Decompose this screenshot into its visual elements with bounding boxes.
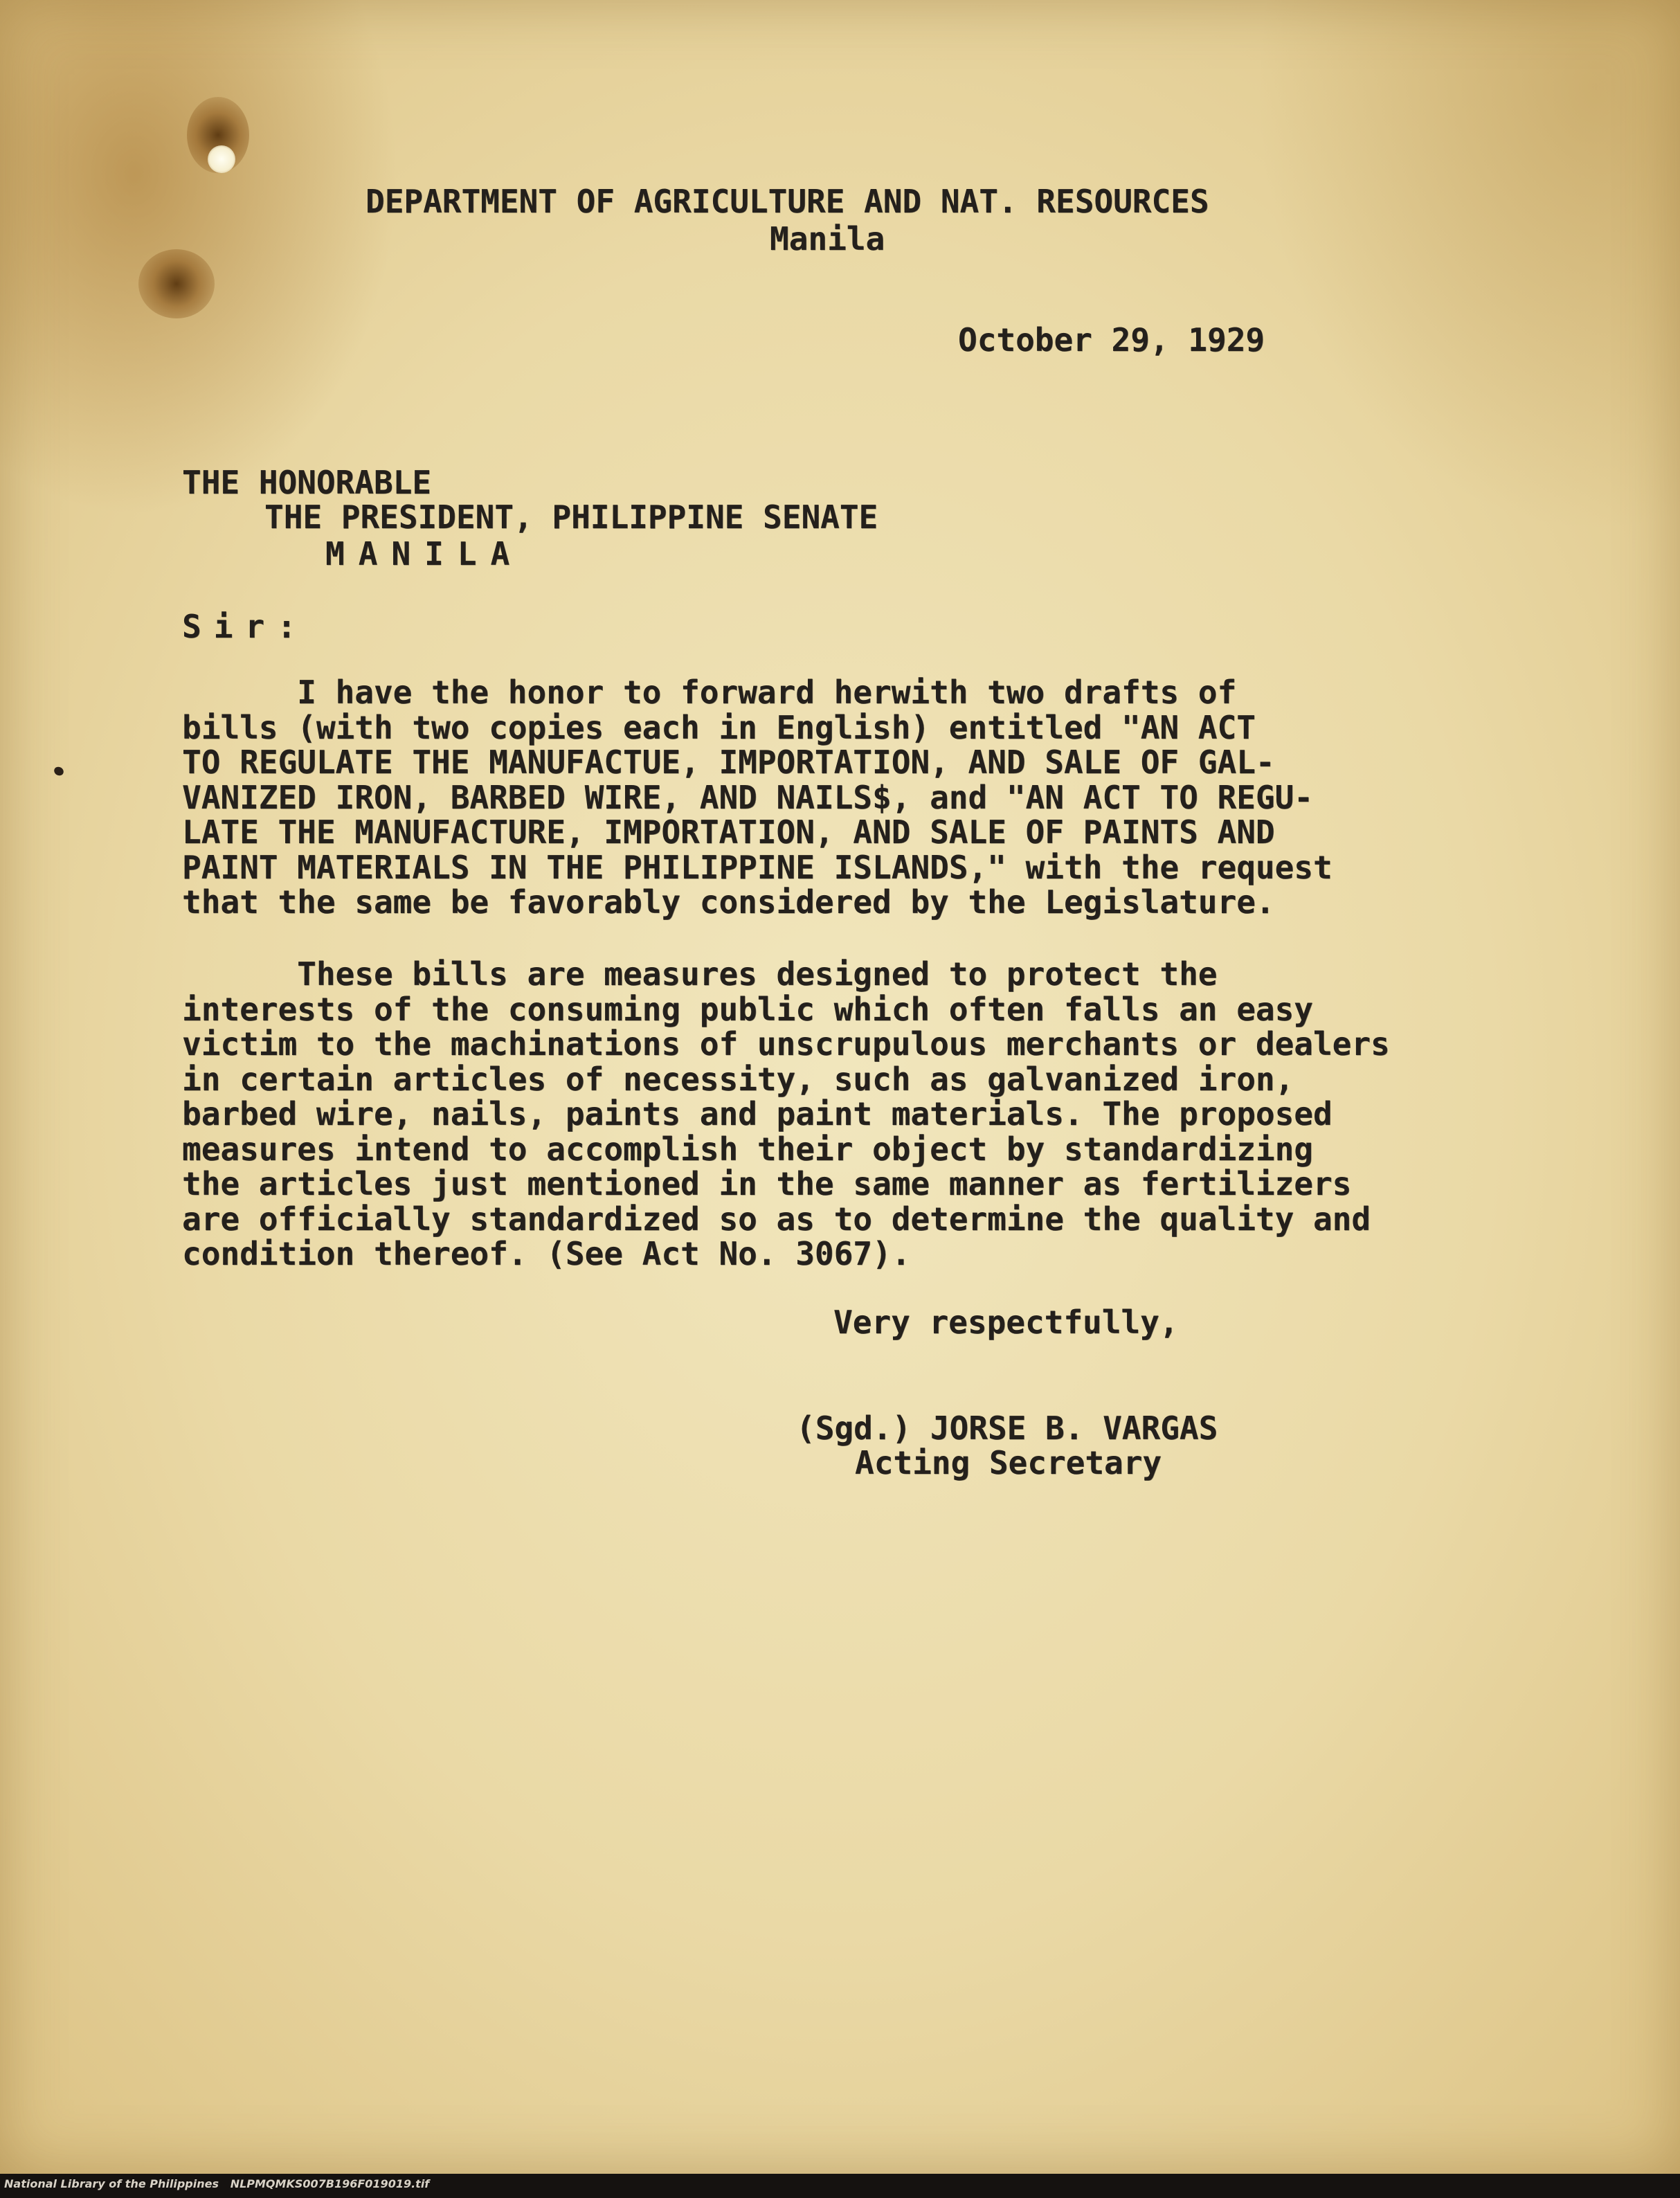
body-paragraph-1 bbox=[182, 675, 1333, 920]
body-line: the articles just mentioned in the same manner as fertilizers bbox=[182, 1165, 1352, 1202]
body-line: These bills are measures designed to protect the bbox=[182, 955, 1218, 993]
salutation: Sir: bbox=[182, 608, 309, 645]
body-line: in certain articles of necessity, such as galvanized iron, bbox=[182, 1060, 1294, 1098]
letterhead-city: Manila bbox=[770, 220, 885, 258]
body-line: LATE THE MANUFACTURE, IMPORTATION, AND SALE OF PAINTS AND bbox=[182, 813, 1275, 851]
letter-date: October 29, 1929 bbox=[958, 321, 1265, 359]
body-line: barbed wire, nails, paints and paint materials. The proposed bbox=[182, 1095, 1333, 1133]
body-paragraph-2 bbox=[182, 957, 1390, 1272]
body-line: interests of the consuming public which often falls an easy bbox=[182, 990, 1313, 1028]
body-line: measures intend to accomplish their object by standardizing bbox=[182, 1130, 1313, 1168]
ink-speck bbox=[53, 765, 65, 777]
body-line: PAINT MATERIALS IN THE PHILIPPINE ISLANDS," with the request bbox=[182, 848, 1333, 886]
body-line: victim to the machinations of unscrupulous merchants or dealers bbox=[182, 1025, 1390, 1063]
closing: Very respectfully, bbox=[833, 1304, 1179, 1341]
body-line: I have the honor to forward herwith two drafts of bbox=[182, 674, 1237, 711]
addressee-line-1: THE HONORABLE bbox=[182, 464, 432, 501]
body-line: bills (with two copies each in English) entitled "AN ACT bbox=[182, 708, 1256, 746]
addressee-line-3: MANILA bbox=[325, 535, 524, 573]
body-line: VANIZED IRON, BARBED WIRE, AND NAILS$, and "AN ACT TO REGU- bbox=[182, 778, 1313, 816]
body-line: condition thereof. (See Act No. 3067). bbox=[182, 1235, 911, 1272]
rust-stain bbox=[138, 249, 215, 318]
signature-name: (Sgd.) JORSE B. VARGAS bbox=[796, 1409, 1218, 1447]
scan-footer-caption: National Library of the Philippines NLPMQMKS007B196F019019.tif bbox=[4, 2177, 430, 2190]
body-line: that the same be favorably considered by the Legislature. bbox=[182, 883, 1275, 921]
body-line: TO REGULATE THE MANUFACTUE, IMPORTATION, AND SALE OF GAL- bbox=[182, 744, 1275, 781]
body-line: are officially standardized so as to determine the quality and bbox=[182, 1200, 1371, 1238]
signature-title: Acting Secretary bbox=[855, 1444, 1162, 1481]
letterhead-department: DEPARTMENT OF AGRICULTURE AND NAT. RESOURCES bbox=[365, 183, 1209, 220]
addressee-line-2: THE PRESIDENT, PHILIPPINE SENATE bbox=[264, 498, 878, 536]
paper-hole bbox=[208, 145, 235, 173]
